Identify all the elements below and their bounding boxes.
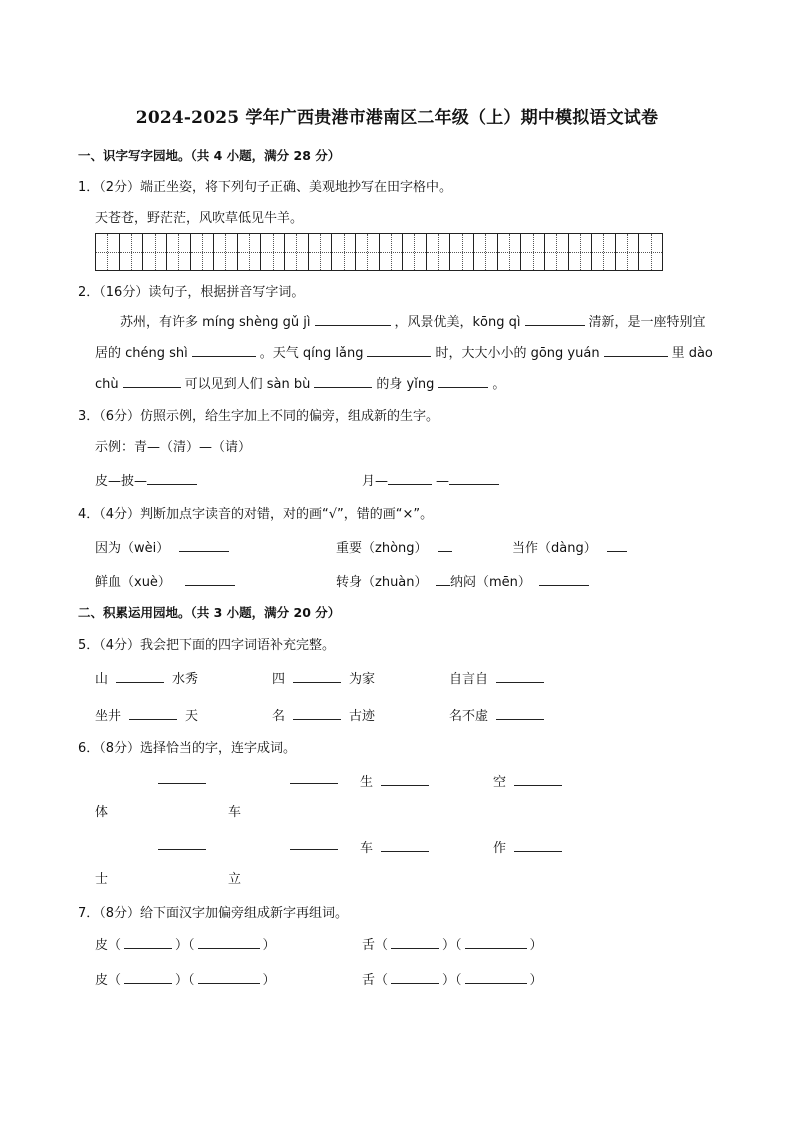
tianzige-cell[interactable] <box>639 234 662 270</box>
q3-item1-text: 皮—披— <box>95 474 148 489</box>
tianzige-grid[interactable] <box>95 233 663 271</box>
q4-item-text: 当作（dàng） <box>512 541 597 556</box>
tianzige-cell[interactable] <box>285 234 309 270</box>
q5-post: 水秀 <box>172 672 199 687</box>
q4-item <box>336 571 454 590</box>
answer-blank[interactable] <box>123 375 181 388</box>
answer-blank[interactable] <box>514 773 562 786</box>
q7-text: ）（ <box>175 973 195 988</box>
q3-example: 示例：青—（清）—（请） <box>95 440 252 455</box>
tianzige-cell[interactable] <box>380 234 404 270</box>
tianzige-cell[interactable] <box>545 234 569 270</box>
tianzige-cell[interactable] <box>403 234 427 270</box>
q6-char: 生 <box>360 775 374 790</box>
tianzige-cell[interactable] <box>238 234 262 270</box>
q4-item-text: 转身（zhuàn） <box>336 575 428 590</box>
answer-blank[interactable] <box>290 837 338 850</box>
q6-left-char: 立 <box>228 872 242 887</box>
answer-blank[interactable] <box>124 936 172 949</box>
answer-blank[interactable] <box>185 573 235 586</box>
q7-text: 皮（ <box>95 973 122 988</box>
tianzige-cell[interactable] <box>498 234 522 270</box>
q2-stem: 2．（16分）读句子，根据拼音写字词。 <box>78 285 305 300</box>
answer-blank[interactable] <box>607 539 627 552</box>
q6-char-item <box>493 837 566 856</box>
tianzige-cell[interactable] <box>569 234 593 270</box>
answer-blank[interactable] <box>147 472 197 485</box>
answer-blank[interactable] <box>438 375 488 388</box>
tianzige-cell[interactable] <box>96 234 120 270</box>
tianzige-cell[interactable] <box>332 234 356 270</box>
q6-blank-row1 <box>158 771 206 788</box>
q5-pre: 四 <box>272 672 286 687</box>
tianzige-cell[interactable] <box>616 234 640 270</box>
q5-stem: 5．（4分）我会把下面的四字词语补充完整。 <box>78 638 336 653</box>
q4-item-text: 鲜血（xuè） <box>95 575 171 590</box>
tianzige-cell[interactable] <box>143 234 167 270</box>
q7-row <box>362 969 543 988</box>
q2-line1-b: ，风景优美，kōng qì <box>394 315 521 330</box>
answer-blank[interactable] <box>381 839 429 852</box>
q6-blank-row2 <box>158 837 206 854</box>
answer-blank[interactable] <box>391 971 439 984</box>
q7-text: ）（ <box>175 938 195 953</box>
answer-blank[interactable] <box>514 839 562 852</box>
answer-blank[interactable] <box>116 670 164 683</box>
q4-stem: 4．（4分）判断加点字读音的对错，对的画“√”，错的画“×”。 <box>78 507 434 522</box>
answer-blank[interactable] <box>192 344 256 357</box>
q2-line1 <box>120 311 706 330</box>
answer-blank[interactable] <box>539 573 589 586</box>
tianzige-cell[interactable] <box>261 234 285 270</box>
tianzige-cell[interactable] <box>427 234 451 270</box>
tianzige-cell[interactable] <box>356 234 380 270</box>
q4-item <box>95 571 239 590</box>
q5-pre: 自言自 <box>449 672 489 687</box>
q1-sentence: 天苍苍，野茫茫，风吹草低见牛羊。 <box>95 211 304 226</box>
q4-item-text: 因为（wèi） <box>95 541 170 556</box>
q5-item <box>449 668 552 687</box>
answer-blank[interactable] <box>315 313 391 326</box>
q6-blank-row1 <box>290 771 338 788</box>
answer-blank[interactable] <box>438 539 452 552</box>
q3-stem: 3．（6分）仿照示例，给生字加上不同的偏旁，组成新的生字。 <box>78 409 440 424</box>
q5-post: 天 <box>185 709 199 724</box>
answer-blank[interactable] <box>158 837 206 850</box>
q6-stem: 6．（8分）选择恰当的字，连字成词。 <box>78 741 297 756</box>
tianzige-cell[interactable] <box>191 234 215 270</box>
q4-item <box>336 537 456 556</box>
tianzige-cell[interactable] <box>214 234 238 270</box>
q5-item <box>449 705 552 724</box>
answer-blank[interactable] <box>465 936 527 949</box>
answer-blank[interactable] <box>381 773 429 786</box>
answer-blank[interactable] <box>436 573 450 586</box>
answer-blank[interactable] <box>496 670 544 683</box>
q6-char: 作 <box>493 841 507 856</box>
q7-text: 皮（ <box>95 938 122 953</box>
answer-blank[interactable] <box>293 707 341 720</box>
q2-line3 <box>95 373 505 392</box>
tianzige-cell[interactable] <box>167 234 191 270</box>
q5-post: 为家 <box>349 672 376 687</box>
q6-left-char: 士 <box>95 872 109 887</box>
q4-item <box>450 571 593 590</box>
q2-line3-c: 的身 yǐng <box>376 377 435 392</box>
answer-blank[interactable] <box>124 971 172 984</box>
q6-left-char: 体 <box>95 805 109 820</box>
q4-item-text: 重要（zhòng） <box>336 541 428 556</box>
q1-stem: 1．（2分）端正坐姿，将下列句子正确、美观地抄写在田字格中。 <box>78 180 453 195</box>
answer-blank[interactable] <box>198 971 260 984</box>
q2-line2 <box>95 342 713 361</box>
q2-line2-c: 时，大大小小的 gōng yuán <box>435 346 600 361</box>
answer-blank[interactable] <box>198 936 260 949</box>
q3-item1 <box>95 470 201 489</box>
q7-row <box>362 934 543 953</box>
q7-text: ） <box>529 938 543 953</box>
answer-blank[interactable] <box>290 771 338 784</box>
tianzige-cell[interactable] <box>521 234 545 270</box>
q7-stem: 7．（8分）给下面汉字加偏旁组成新字再组词。 <box>78 906 349 921</box>
q5-pre: 名 <box>272 709 286 724</box>
q6-left-char: 车 <box>228 805 242 820</box>
q7-text: ） <box>262 938 276 953</box>
q7-text: ）（ <box>442 938 462 953</box>
q3-item2-text: 月— <box>362 474 389 489</box>
q2-line1-c: 清新，是一座特别宜 <box>588 315 706 330</box>
answer-blank[interactable] <box>496 707 544 720</box>
q4-item <box>512 537 631 556</box>
answer-blank[interactable] <box>314 375 372 388</box>
q2-line3-b: 可以见到人们 sàn bù <box>184 377 311 392</box>
q5-pre: 坐井 <box>95 709 122 724</box>
q2-line2-b: 。天气 qíng lǎng <box>259 346 364 361</box>
q3-dash: — <box>436 474 450 489</box>
answer-blank[interactable] <box>293 670 341 683</box>
answer-blank[interactable] <box>388 472 432 485</box>
q5-item <box>95 705 198 724</box>
q7-row <box>95 969 276 988</box>
tianzige-cell[interactable] <box>120 234 144 270</box>
q7-text: 舌（ <box>362 973 389 988</box>
q5-post: 古迹 <box>349 709 376 724</box>
section-1-header: 一、识字写字园地。（共 4 小题，满分 28 分） <box>78 148 341 163</box>
q7-text: ）（ <box>442 973 462 988</box>
q5-item <box>272 705 375 724</box>
answer-blank[interactable] <box>604 344 668 357</box>
q2-line1-a: 苏州，有许多 míng shèng gǔ jì <box>120 315 311 330</box>
q6-char-item <box>360 771 433 790</box>
tianzige-cell[interactable] <box>592 234 616 270</box>
q6-char-item <box>493 771 566 790</box>
q2-line2-a: 居的 chéng shì <box>95 346 188 361</box>
q5-pre: 山 <box>95 672 109 687</box>
q5-item <box>272 668 375 687</box>
q7-text: ） <box>262 973 276 988</box>
answer-blank[interactable] <box>367 344 431 357</box>
q2-line3-d: 。 <box>492 377 506 392</box>
answer-blank[interactable] <box>391 936 439 949</box>
section-2-header: 二、积累运用园地。（共 3 小题，满分 20 分） <box>78 605 341 620</box>
q6-char: 空 <box>493 775 507 790</box>
q6-blank-row2 <box>290 837 338 854</box>
q4-item-text: 纳闷（mēn） <box>450 575 531 590</box>
page-title: 2024-2025 学年广西贵港市港南区二年级（上）期中模拟语文试卷 <box>135 108 659 128</box>
q2-line3-a: chù <box>95 377 119 392</box>
q7-text: 舌（ <box>362 938 389 953</box>
q2-line2-d: 里 dào <box>671 346 713 361</box>
tianzige-cell[interactable] <box>309 234 333 270</box>
q5-pre: 名不虚 <box>449 709 489 724</box>
q3-item2 <box>362 470 503 489</box>
q5-item <box>95 668 198 687</box>
answer-blank[interactable] <box>129 707 177 720</box>
answer-blank[interactable] <box>179 539 229 552</box>
tianzige-cell[interactable] <box>474 234 498 270</box>
q6-char-item <box>360 837 433 856</box>
q4-item <box>95 537 233 556</box>
answer-blank[interactable] <box>449 472 499 485</box>
q7-row <box>95 934 276 953</box>
answer-blank[interactable] <box>158 771 206 784</box>
answer-blank[interactable] <box>465 971 527 984</box>
answer-blank[interactable] <box>525 313 585 326</box>
q7-text: ） <box>529 973 543 988</box>
q6-char: 车 <box>360 841 374 856</box>
tianzige-cell[interactable] <box>450 234 474 270</box>
